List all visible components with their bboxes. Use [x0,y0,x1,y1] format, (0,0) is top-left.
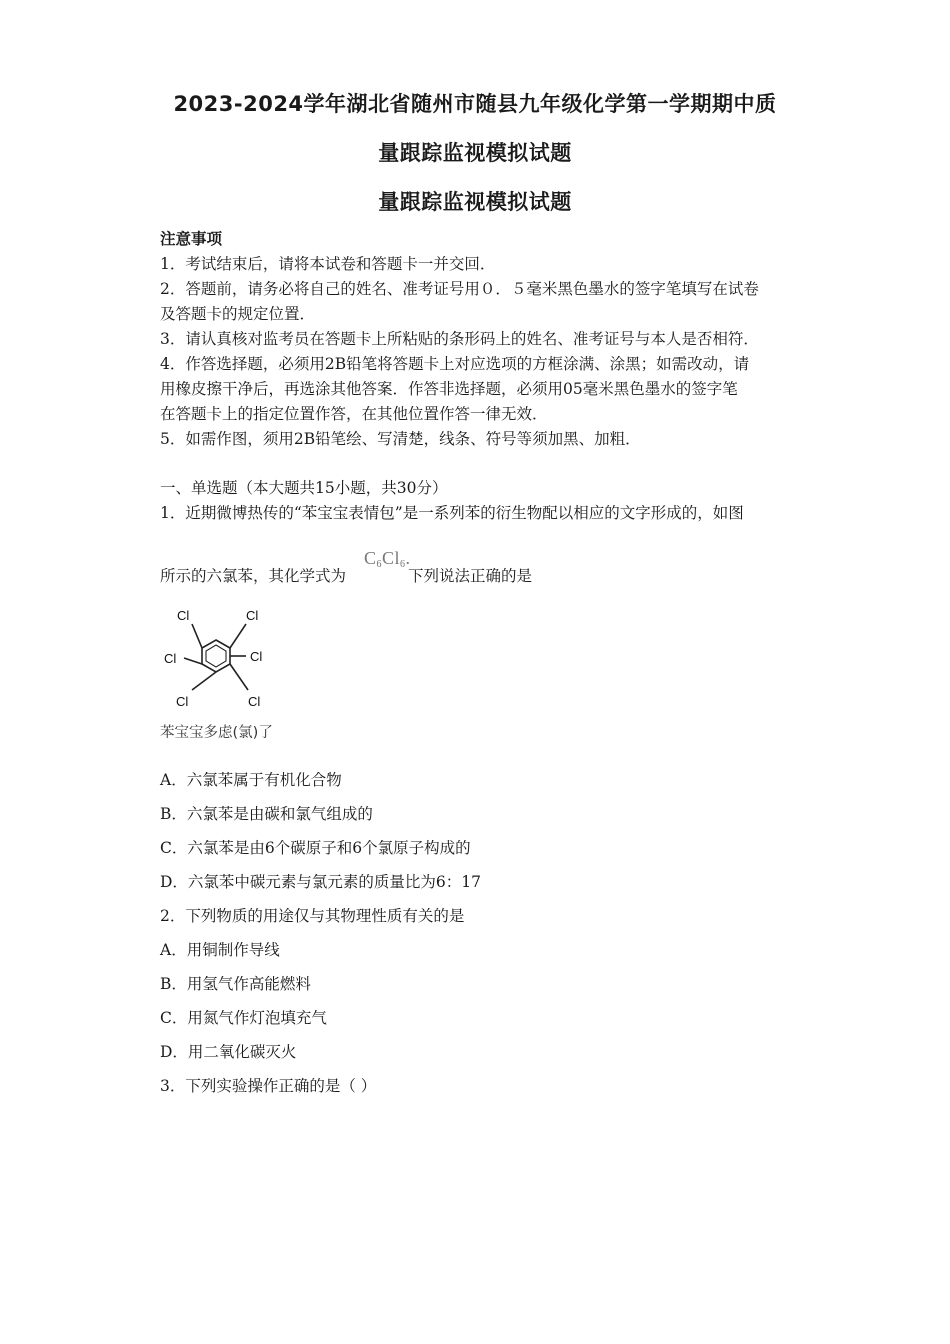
bond [230,624,246,648]
notice-item: 及答题卡的规定位置． [160,305,316,323]
chemical-formula: $C_6Cl_6$. [364,548,411,570]
chlorine-label: Cl [250,649,263,664]
chlorine-label: Cl [246,608,259,623]
benzene-inner-ring [206,645,226,667]
hexachlorobenzene-structure [160,598,280,718]
question-2-option-b: B．用氢气作高能燃料 [160,975,311,993]
section-heading: 一、单选题（本大题共15小题，共30分） [160,479,448,497]
question-1-option-a: A．六氯苯属于有机化合物 [160,771,342,789]
question-2-stem: 2．下列物质的用途仅与其物理性质有关的是 [160,907,465,925]
title-line-2: 量跟踪监视模拟试题 [378,141,572,165]
question-2-option-d: D．用二氧化碳灭火 [160,1043,297,1061]
chlorine-label: Cl [164,651,177,666]
bond [230,664,248,690]
notice-item: 2．答题前，请务必将自己的姓名、准考证号用０．５毫米黑色墨水的签字笔填写在试卷 [160,280,759,298]
title-line-3: 量跟踪监视模拟试题 [378,190,572,214]
title-line-1: 2023-2024学年湖北省随州市随县九年级化学第一学期期中质 [173,92,777,116]
question-3-stem: 3．下列实验操作正确的是（ ） [160,1077,377,1095]
question-1-option-c: C．六氯苯是由6个碳原子和6个氯原子构成的 [160,839,471,857]
question-2-option-c: C．用氮气作灯泡填充气 [160,1009,327,1027]
chlorine-label: Cl [176,694,189,709]
question-1-stem-part: 所示的六氯苯，其化学式为 [160,567,347,585]
bond [184,658,202,664]
question-1-option-b: B．六氯苯是由碳和氯气组成的 [160,805,373,823]
question-1-stem-continued [160,564,532,586]
chlorine-label: Cl [177,608,190,623]
question-1-stem-part: 下列说法正确的是 [408,567,533,585]
notice-heading: 注意事项 [160,229,223,248]
notice-item: 4．作答选择题，必须用2B铅笔将答题卡上对应选项的方框涂满、涂黑；如需改动，请 [160,355,750,373]
notice-item: 在答题卡上的指定位置作答，在其他位置作答一律无效． [160,405,548,423]
notice-item: 用橡皮擦干净后，再选涂其他答案．作答非选择题，必须用05毫米黑色墨水的签字笔 [160,380,738,398]
bond [192,672,216,690]
bond [192,624,202,648]
question-1-stem: 1．近期微博热传的“苯宝宝表情包”是一系列苯的衍生物配以相应的文字形成的，如图 [160,504,744,522]
notice-item: 3．请认真核对监考员在答题卡上所粘贴的条形码上的姓名、准考证号与本人是否相符． [160,330,759,348]
notice-item: 5．如需作图，须用2B铅笔绘、写清楚，线条、符号等须加黑、加粗． [160,430,641,448]
question-1-option-d: D．六氯苯中碳元素与氯元素的质量比为6：17 [160,873,482,891]
figure-caption: 苯宝宝多虑(氯)了 [160,725,273,741]
chlorine-label: Cl [248,694,261,709]
notice-item: 1．考试结束后，请将本试卷和答题卡一并交回． [160,255,496,273]
question-2-option-a: A．用铜制作导线 [160,941,280,959]
